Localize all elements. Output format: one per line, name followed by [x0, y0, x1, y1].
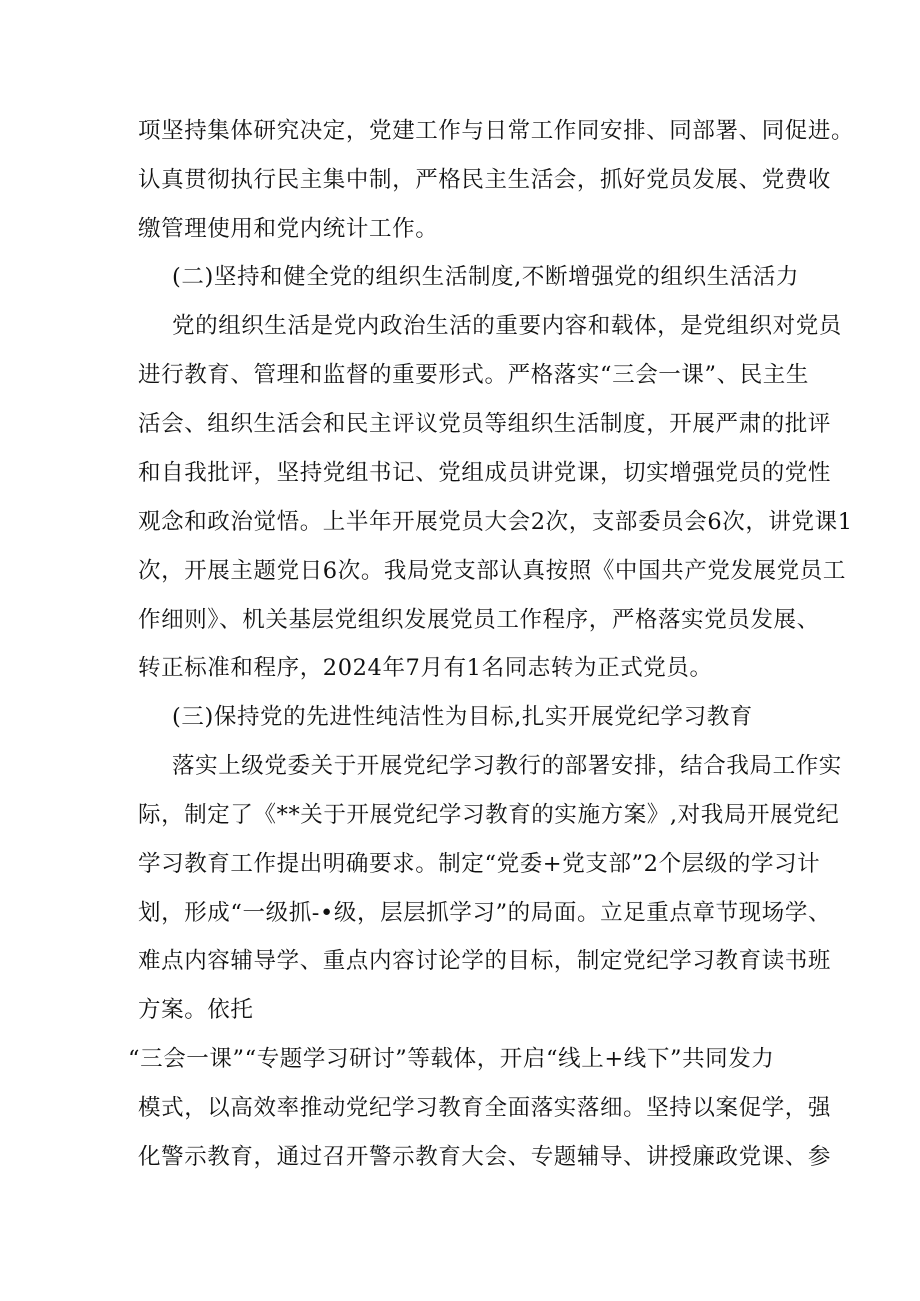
paragraph-line: 项坚持集体研究决定，党建工作与日常工作同安排、同部署、同促进。 [138, 118, 855, 144]
paragraph-line: 方案。依托 [138, 997, 254, 1023]
paragraph-line: 次，开展主题党日6次。我局党支部认真按照《中国共产党发展党员工 [138, 558, 846, 584]
paragraph-line: 活会、组织生活会和民主评议党员等组织生活制度，开展严肃的批评 [138, 411, 832, 437]
paragraph-line: 作细则》、机关基层党组织发展党员工作程序，严格落实党员发展、 [138, 607, 820, 633]
paragraph-line: 转正标准和程序，2024年7月有1名同志转为正式党员。 [138, 655, 713, 681]
paragraph-line: 进行教育、管理和监督的重要形式。严格落实“三会一课”、民主生 [138, 362, 810, 388]
paragraph-line: 认真贯彻执行民主集中制，严格民主生活会，抓好党员发展、党费收 [138, 167, 832, 193]
paragraph-line: 落实上级党委关于开展党纪学习教行的部署安排，结合我局工作实 [172, 753, 842, 779]
paragraph-line: 和自我批评，坚持党组书记、党组成员讲党课，切实增强党员的党性 [138, 460, 832, 486]
paragraph-line: 党的组织生活是党内政治生活的重要内容和载体，是党组织对党员 [172, 313, 842, 339]
paragraph-line: 划，形成“一级抓-•级，层层抓学习”的局面。立足重点章节现场学、 [138, 900, 832, 926]
paragraph-line: 模式，以高效率推动党纪学习教育全面落实落细。坚持以案促学，强 [138, 1095, 832, 1121]
paragraph-line: “三会一课”“专题学习研讨”等载体，开启“线上+线下”共同发力 [128, 1046, 775, 1072]
paragraph-line: 学习教育工作提出明确要求。制定“党委+党支部”2个层级的学习计 [138, 851, 821, 877]
paragraph-line: 缴管理使用和党内统计工作。 [138, 216, 439, 242]
section-heading-2: (二)坚持和健全党的组织生活制度,不断增强党的组织生活活力 [172, 264, 800, 290]
section-heading-3: (三)保持党的先进性纯洁性为目标,扎实开展党纪学习教育 [172, 704, 753, 730]
paragraph-line: 化警示教育，通过召开警示教育大会、专题辅导、讲授廉政党课、参 [138, 1144, 832, 1170]
paragraph-line: 观念和政治觉悟。上半年开展党员大会2次，支部委员会6次，讲党课1 [138, 509, 853, 535]
paragraph-line: 难点内容辅导学、重点内容讨论学的目标，制定党纪学习教育读书班 [138, 948, 832, 974]
paragraph-line: 际，制定了《**关于开展党纪学习教育的实施方案》,对我局开展党纪 [138, 802, 840, 828]
